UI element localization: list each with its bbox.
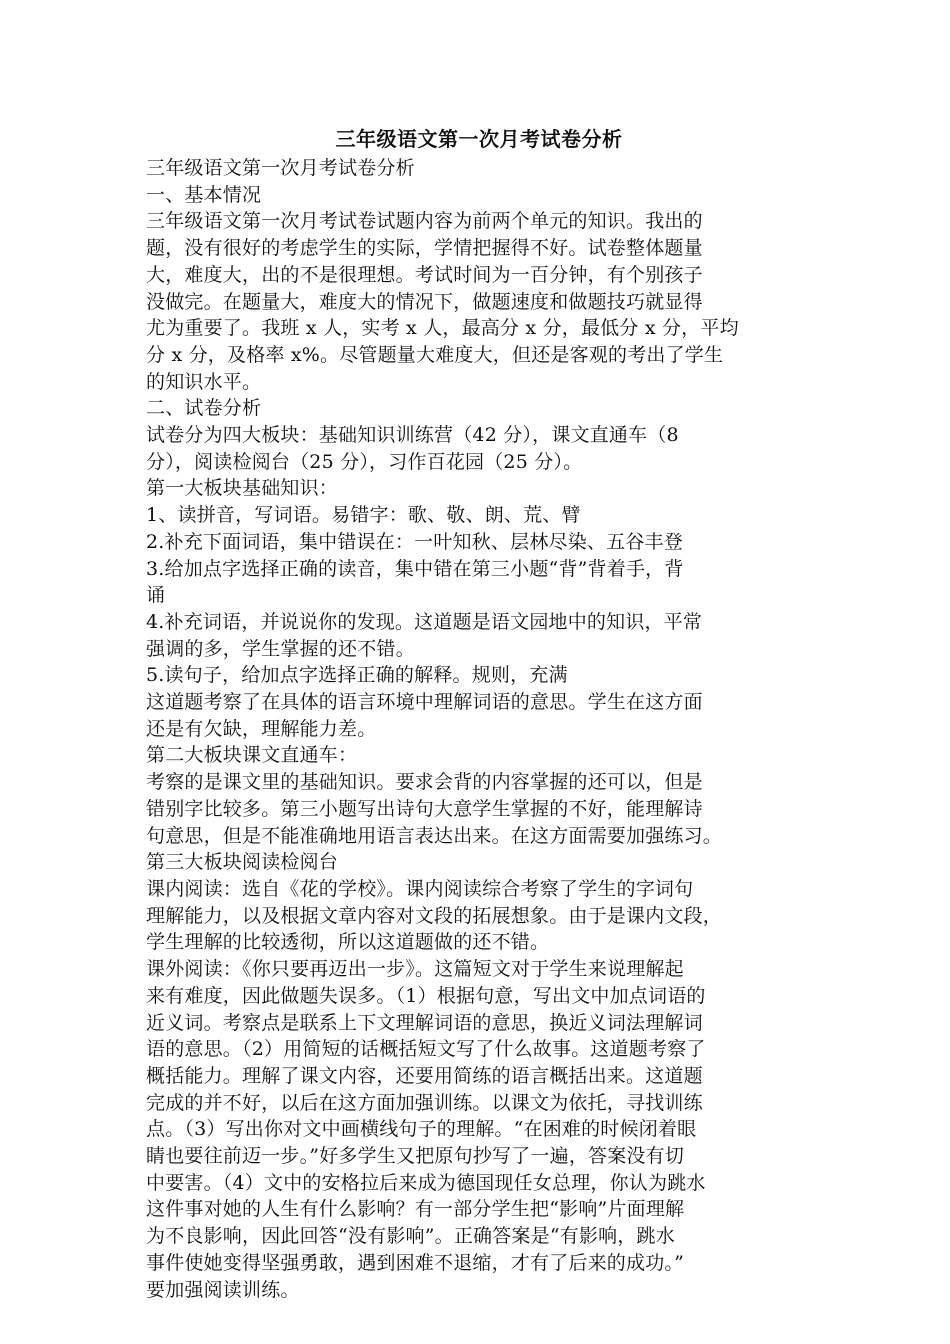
text-line: 强调的多，学生掌握的还不错。 bbox=[146, 637, 415, 660]
document-title: 三年级语文第一次月考试卷分析 bbox=[335, 127, 623, 151]
text-line: 句意思，但是不能准确地用语言表达出来。在这方面需要加强练习。 bbox=[146, 824, 723, 847]
text-line: 错别字比较多。第三小题写出诗句大意学生掌握的不好，能理解诗 bbox=[146, 797, 703, 820]
text-line: 三年级语文第一次月考试卷分析 bbox=[146, 157, 415, 179]
text-line: 尤为重要了。我班 x 人，实考 x 人，最高分 x 分，最低分 x 分，平均 bbox=[146, 317, 739, 340]
text-line: 3.给加点字选择正确的读音，集中错在第三小题“背”背着手，背 bbox=[146, 557, 684, 580]
text-line: 学生理解的比较透彻，所以这道题做的还不错。 bbox=[146, 931, 550, 954]
text-line: 点。（3）写出你对文中画横线句子的理解。“在困难的时候闭着眼 bbox=[146, 1118, 697, 1141]
text-line: 这道题考察了在具体的语言环境中理解词语的意思。学生在这方面 bbox=[146, 691, 703, 714]
text-line: 概括能力。理解了课文内容，还要用简练的语言概括出来。这道题 bbox=[146, 1064, 703, 1087]
text-line: 2.补充下面词语，集中错误在：一叶知秋、层林尽染、五谷丰登 bbox=[146, 530, 683, 553]
text-line: 为不良影响，因此回答“没有影响”。正确答案是“有影响，跳水 bbox=[146, 1225, 675, 1248]
text-line: 还是有欠缺，理解能力差。 bbox=[146, 717, 377, 740]
text-line: 题，没有很好的考虑学生的实际，学情把握得不好。试卷整体题量 bbox=[146, 237, 703, 260]
text-line: 中要害。（4）文中的安格拉后来成为德国现任女总理，你认为跳水 bbox=[146, 1171, 706, 1194]
text-line: 来有难度，因此做题失误多。（1）根据句意，写出文中加点词语的 bbox=[146, 984, 706, 1007]
text-line: 第一大板块基础知识： bbox=[146, 477, 339, 500]
text-line: 分 x 分，及格率 x%。尽管题量大难度大，但还是客观的考出了学生 bbox=[146, 343, 724, 366]
text-line: 5.读句子，给加点字选择正确的解释。规则，充满 bbox=[146, 664, 568, 687]
text-line: 语的意思。（2）用简短的话概括短文写了什么故事。这道题考察了 bbox=[146, 1038, 706, 1061]
text-line: 考察的是课文里的基础知识。要求会背的内容掌握的还可以，但是 bbox=[146, 771, 703, 794]
text-line: 课内阅读：选自《花的学校》。课内阅读综合考察了学生的字词句 bbox=[146, 877, 694, 900]
text-line: 完成的并不好，以后在这方面加强训练。以课文为依托，寻找训练 bbox=[146, 1091, 703, 1114]
document-body bbox=[146, 155, 812, 1303]
text-line: 事件使她变得坚强勇敢，遇到困难不退缩，才有了后来的成功。” bbox=[146, 1251, 685, 1274]
document-page bbox=[146, 124, 812, 1303]
text-line: 4.补充词语，并说说你的发现。这道题是语文园地中的知识，平常 bbox=[146, 610, 703, 633]
text-line: 要加强阅读训练。 bbox=[146, 1278, 300, 1301]
text-line: 一、基本情况 bbox=[146, 183, 262, 206]
text-line: 试卷分为四大板块：基础知识训练营（42 分），课文直通车（8 bbox=[146, 424, 679, 447]
text-line: 理解能力，以及根据文章内容对文段的拓展想象。由于是课内文段， bbox=[146, 904, 723, 927]
text-line: 二、试卷分析 bbox=[146, 397, 262, 420]
text-line: 睛也要往前迈一步。”好多学生又把原句抄写了一遍，答案没有切 bbox=[146, 1145, 685, 1168]
text-line: 第二大板块课文直通车： bbox=[146, 744, 358, 767]
text-line: 没做完。在题量大，难度大的情况下，做题速度和做题技巧就显得 bbox=[146, 290, 703, 313]
text-line: 大，难度大，出的不是很理想。考试时间为一百分钟，有个别孩子 bbox=[146, 263, 703, 286]
text-line: 课外阅读：《你只要再迈出一步》。这篇短文对于学生来说理解起 bbox=[146, 958, 684, 981]
text-line: 的知识水平。 bbox=[146, 370, 262, 393]
text-line: 这件事对她的人生有什么影响？有一部分学生把“影响”片面理解 bbox=[146, 1198, 685, 1221]
text-line: 1、读拼音，写词语。易错字：歌、敬、朗、荒、臂 bbox=[146, 504, 581, 527]
text-line: 第三大板块阅读检阅台 bbox=[146, 851, 339, 874]
text-line: 三年级语文第一次月考试卷试题内容为前两个单元的知识。我出的 bbox=[146, 210, 703, 233]
text-line: 近义词。考察点是联系上下文理解词语的意思，换近义词法理解词 bbox=[146, 1011, 703, 1034]
text-line: 分），阅读检阅台（25 分），习作百花园（25 分）。 bbox=[146, 450, 583, 473]
text-line: 诵 bbox=[146, 584, 166, 607]
